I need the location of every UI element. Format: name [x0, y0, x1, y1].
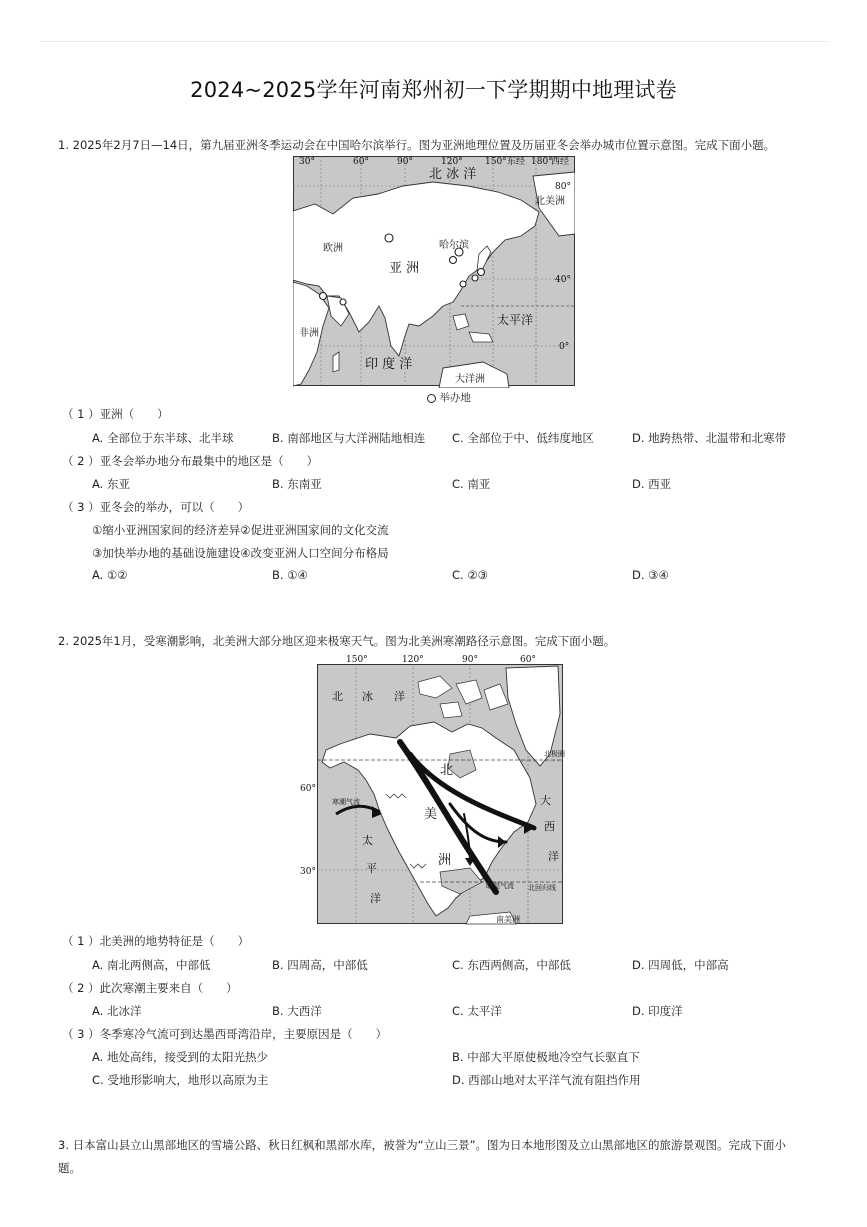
lon-150: 150°: [346, 655, 368, 665]
label-africa: 非洲: [299, 328, 319, 339]
lon-180: 180°: [531, 157, 553, 167]
label-indian-ocean: 印 度 洋: [365, 357, 413, 372]
page-title: 2024~2025学年河南郑州初一下学期期中地理试卷: [190, 78, 677, 102]
label-north-america: 北美洲: [535, 196, 565, 207]
q1-2-option-b[interactable]: B. 东南亚: [272, 477, 322, 491]
asia-map: [293, 156, 575, 392]
label-europe: 欧洲: [323, 243, 343, 254]
q1-3-option-a[interactable]: A. ①②: [92, 568, 128, 582]
label-na-2: 美: [424, 807, 438, 822]
q2-1-option-b[interactable]: B. 四周高，中部低: [272, 958, 368, 972]
label-harbin: 哈尔滨: [439, 240, 469, 251]
lat-30: 30°: [300, 867, 316, 877]
q2-2-option-c[interactable]: C. 太平洋: [452, 1004, 502, 1018]
q1-2-option-a[interactable]: A. 东亚: [92, 477, 130, 491]
q1-3-option-d[interactable]: D. ③④: [632, 568, 669, 582]
legend-label: 举办地: [439, 392, 471, 404]
q1-1-stem: （ 1 ）亚洲（ ）: [62, 407, 169, 421]
label-pacific-1: 太: [362, 834, 373, 847]
north-america-map: [300, 654, 570, 930]
q2-1-option-c[interactable]: C. 东西两侧高，中部低: [452, 958, 571, 972]
q1-1-option-b[interactable]: B. 南部地区与大洋洲陆地相连: [272, 431, 426, 445]
q3-stem-line2: 题。: [58, 1161, 81, 1175]
lon-120: 120°: [402, 655, 424, 665]
q2-2-option-a[interactable]: A. 北冰洋: [92, 1004, 142, 1018]
q1-3-statement-2: ③加快举办地的基础设施建设④改变亚洲人口空间分布格局: [92, 546, 389, 560]
label-na-3: 洲: [438, 853, 452, 868]
q1-3-stem: （ 3 ）亚冬会的举办，可以（ ）: [62, 500, 250, 514]
label-na-1: 北: [440, 763, 454, 778]
label-atlantic-2: 西: [544, 820, 555, 833]
q1-1-option-a[interactable]: A. 全部位于东半球、北半球: [92, 431, 234, 445]
lon-60: 60°: [520, 655, 536, 665]
map-legend: [427, 390, 471, 405]
q2-stem: 2. 2025年1月，受寒潮影响，北美洲大部分地区迎来极寒天气。图为北美洲寒潮路径示意图。完成下面小题。: [58, 634, 616, 648]
host-city-legend-icon: [427, 394, 436, 403]
lon-90: 90°: [397, 157, 413, 167]
lon-30: 30°: [299, 157, 315, 167]
lon-90: 90°: [462, 655, 478, 665]
q2-3-option-b[interactable]: B. 中部大平原使极地冷空气长驱直下: [452, 1050, 640, 1064]
q2-1-stem: （ 1 ）北美洲的地势特征是（ ）: [62, 934, 250, 948]
lon-west: 西经: [551, 157, 570, 167]
label-tropic: 北回归线: [528, 884, 556, 892]
label-pacific: 太平洋: [497, 313, 534, 327]
label-arctic-1: 北: [332, 690, 343, 703]
q2-2-stem: （ 2 ）此次寒潮主要来自（ ）: [62, 981, 238, 995]
label-warm-air: 暖湿气流: [486, 882, 514, 890]
lat-0: 0°: [559, 342, 570, 352]
label-atlantic-1: 大: [540, 794, 551, 807]
q2-3-stem: （ 3 ）冬季寒冷气流可到达墨西哥湾沿岸，主要原因是（ ）: [62, 1027, 388, 1041]
q3-stem-line1: 3. 日本富山县立山黑部地区的雪墙公路、秋日红枫和黑部水库，被誉为“立山三景”。图为日本地形图及立山黑部地区的旅游景观图。完成下面小: [58, 1138, 787, 1152]
q2-1-option-d[interactable]: D. 四周低，中部高: [632, 958, 729, 972]
label-arctic-ocean: 北 冰 洋: [429, 167, 477, 182]
q1-2-option-c[interactable]: C. 南亚: [452, 477, 491, 491]
label-pacific-3: 洋: [370, 892, 381, 905]
q1-2-option-d[interactable]: D. 西亚: [632, 477, 672, 491]
q1-2-stem: （ 2 ）亚冬会举办地分布最集中的地区是（ ）: [62, 454, 319, 468]
label-arctic-3: 洋: [394, 690, 405, 703]
lat-40: 40°: [555, 275, 571, 285]
q1-3-option-b[interactable]: B. ①④: [272, 568, 308, 582]
label-arctic-2: 冰: [362, 690, 373, 703]
q1-1-option-c[interactable]: C. 全部位于中、低纬度地区: [452, 431, 594, 445]
q2-3-option-c[interactable]: C. 受地形影响大，地形以高原为主: [92, 1073, 269, 1087]
label-pacific-2: 平: [366, 862, 377, 875]
lat-60: 60°: [300, 784, 316, 794]
q1-3-option-c[interactable]: C. ②③: [452, 568, 488, 582]
q2-2-option-b[interactable]: B. 大西洋: [272, 1004, 322, 1018]
label-arctic-circle: 北极圈: [544, 750, 565, 758]
label-oceania: 大洋洲: [455, 374, 485, 385]
q2-2-option-d[interactable]: D. 印度洋: [632, 1004, 683, 1018]
q2-1-option-a[interactable]: A. 南北两侧高，中部低: [92, 958, 211, 972]
lon-60: 60°: [353, 157, 369, 167]
lon-east: 东经: [507, 157, 526, 167]
lat-80: 80°: [555, 182, 571, 192]
q1-3-statement-1: ①缩小亚洲国家间的经济差异②促进亚洲国家间的文化交流: [92, 523, 389, 537]
top-divider: [40, 41, 827, 42]
label-south-america: 南美洲: [496, 915, 520, 924]
label-cold-air: 寒潮气流: [332, 798, 360, 806]
q2-3-option-d[interactable]: D. 西部山地对太平洋气流有阻挡作用: [452, 1073, 641, 1087]
lon-120: 120°: [441, 157, 463, 167]
q1-1-option-d[interactable]: D. 地跨热带、北温带和北寒带: [632, 431, 787, 445]
label-asia: 亚 洲: [389, 261, 420, 276]
q2-3-option-a[interactable]: A. 地处高纬，接受到的太阳光热少: [92, 1050, 268, 1064]
lon-150: 150°: [485, 157, 507, 167]
q1-stem: 1. 2025年2月7日—14日，第九届亚洲冬季运动会在中国哈尔滨举行。图为亚洲地理位置及历届亚冬会举办城市位置示意图。完成下面小题。: [58, 138, 776, 152]
label-atlantic-3: 洋: [548, 850, 559, 863]
